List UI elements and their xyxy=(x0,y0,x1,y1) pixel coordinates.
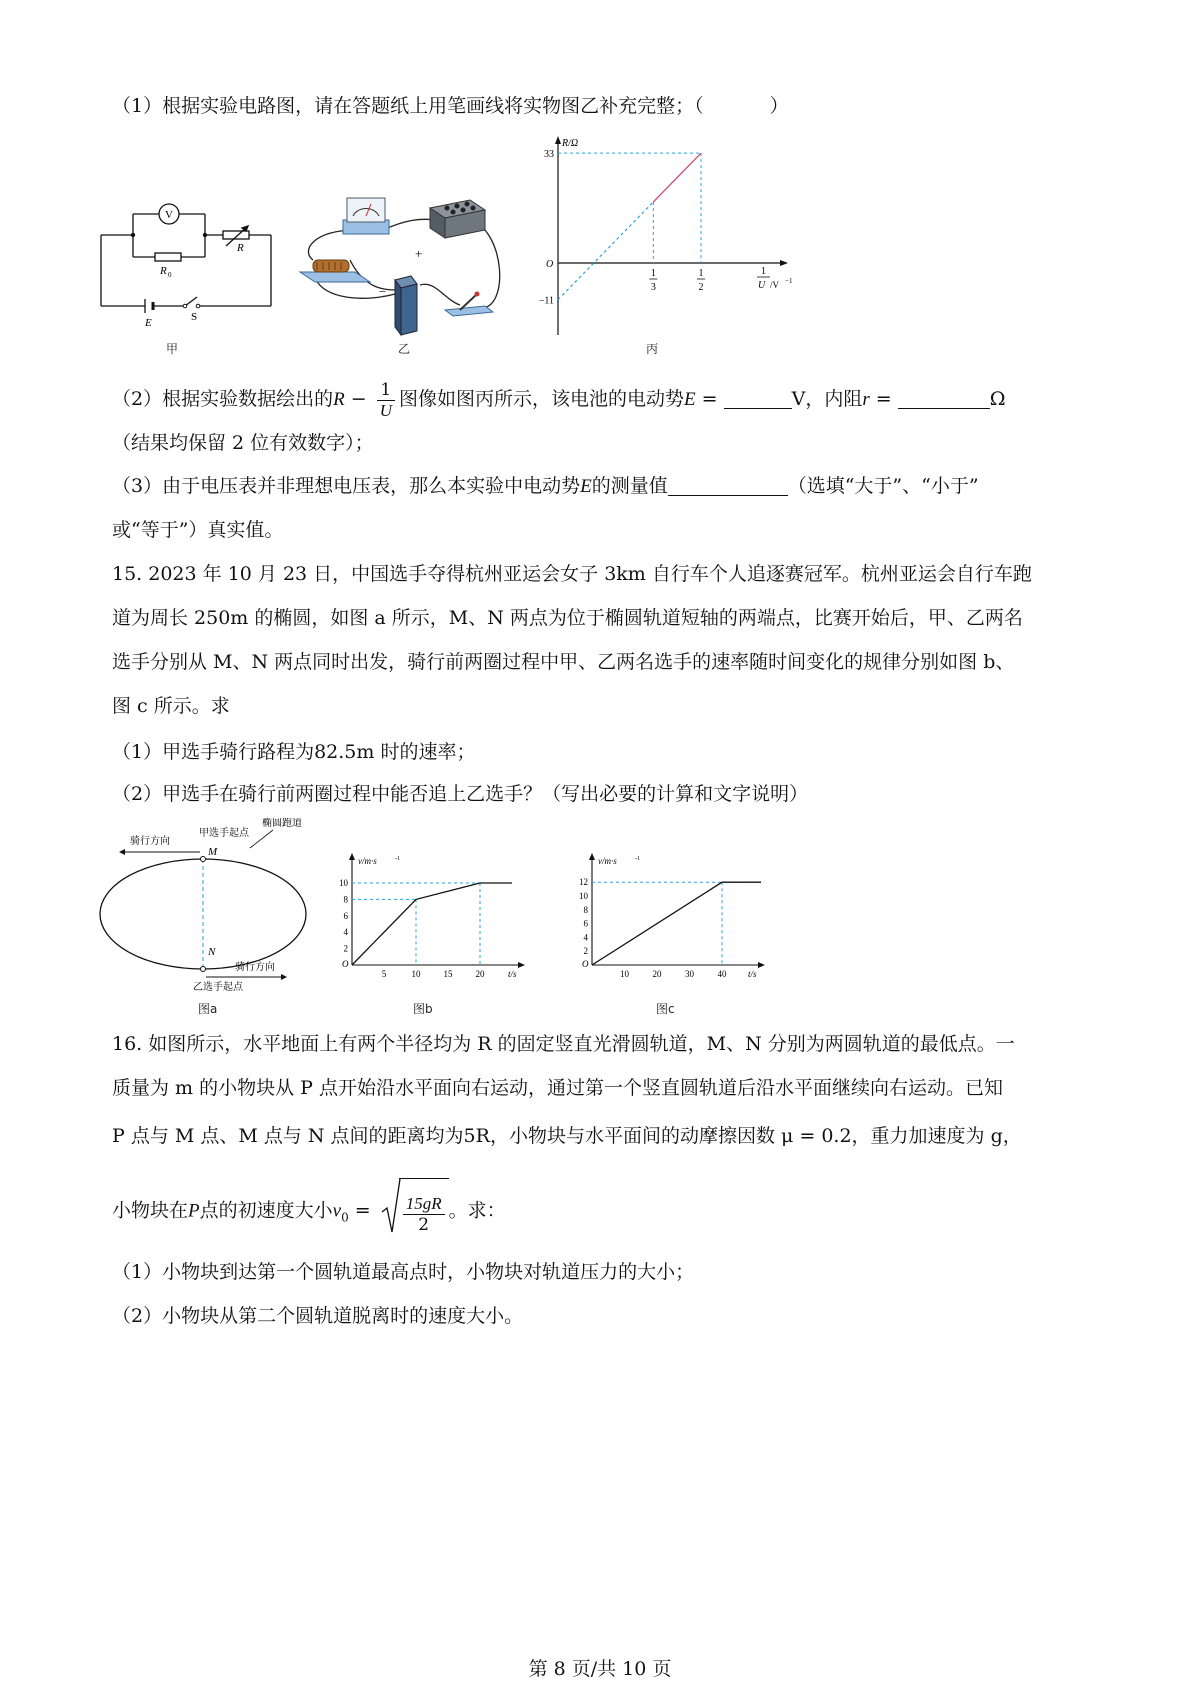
caption-a: 图a xyxy=(198,1002,218,1016)
x-axis-label-num: 1 xyxy=(761,266,766,277)
q14-part3: （3）由于电压表并非理想电压表，那么本实验中电动势E的测量值 （选填“大于”、“小于” xyxy=(112,475,979,497)
x-tick-label: 20 xyxy=(652,969,662,979)
x-axis-label: t/s xyxy=(748,969,757,979)
initial-speed-root: $\frac{15gR}{2}$ xyxy=(381,1178,449,1245)
x-tick-label: 5 xyxy=(381,969,387,979)
y-tick-label: 6 xyxy=(583,918,588,929)
y-tick-label: 33 xyxy=(544,149,554,161)
x-axis-arrow xyxy=(518,962,525,968)
caption-c: 图c xyxy=(656,1002,675,1016)
q15-part2: （2）甲选手在骑行前两圈过程中能否追上乙选手？（写出必要的计算和文字说明） xyxy=(112,783,809,805)
x-axis-label-unit: /V xyxy=(770,280,779,290)
direction-label-top: 骑行方向 xyxy=(130,836,170,847)
y-axis-label: v/m·s xyxy=(598,856,617,866)
x-tick-label: 10 xyxy=(620,969,629,979)
caption-b: 图b xyxy=(413,1002,433,1016)
y-tick-label: 8 xyxy=(583,904,588,915)
resistance-answer-blank[interactable] xyxy=(898,388,990,409)
y-tick-label: 6 xyxy=(343,910,348,921)
r0-sub: 0 xyxy=(168,271,172,279)
y-axis-arrow xyxy=(555,136,561,144)
origin-label: O xyxy=(546,259,554,270)
emf-answer-blank[interactable] xyxy=(724,388,792,409)
direction-label-bottom: 骑行方向 xyxy=(235,962,275,973)
y-axis-arrow xyxy=(589,853,595,860)
x-tick-label: 20 xyxy=(475,969,485,979)
chart-speed-time-b xyxy=(330,850,530,990)
y-tick-label: 8 xyxy=(343,894,348,905)
r0-label: R xyxy=(160,265,167,277)
q15-line3: 选手分别从 M、N 两点同时出发，骑行前两圈过程中甲、乙两名选手的速率随时间变化的规律分别如图 b、 xyxy=(112,651,1015,673)
x-tick-label: 30 xyxy=(685,969,694,979)
switch-label: S xyxy=(191,311,198,323)
y-axis-label: R/Ω xyxy=(562,138,579,149)
q16-line3: P 点与 M 点、M 点与 N 点间的距离均为5R，小物块与水平面间的动摩擦因数 μ = 0.2，重力加速度为 g， xyxy=(112,1125,1022,1147)
y-tick-label: 4 xyxy=(343,927,348,938)
q15-line4: 图 c 所示。求 xyxy=(112,695,230,717)
voltmeter-label: V xyxy=(165,209,173,221)
chart-speed-time-c xyxy=(570,850,770,990)
caption-bing: 丙 xyxy=(646,342,659,356)
page-footer: 第 8 页/共 10 页 xyxy=(528,1658,672,1680)
caption-yi: 乙 xyxy=(398,342,411,356)
q16-part1: （1）小物块到达第一个圆轨道最高点时，小物块对轨道压力的大小； xyxy=(112,1261,695,1283)
y-tick-label: 10 xyxy=(579,891,588,901)
x-axis-label: t/s xyxy=(508,969,517,979)
one-over-u-fraction: $\frac{1}{U}$ xyxy=(377,380,395,421)
x-axis-arrow xyxy=(780,260,788,266)
x-tick-label: 15 xyxy=(443,969,453,979)
series-line-dashed xyxy=(558,202,653,300)
y-tick-label: 12 xyxy=(579,877,588,888)
y-tick-label: −11 xyxy=(538,295,554,307)
y-tick-label: 10 xyxy=(339,878,348,888)
battery-plus-label: + xyxy=(415,246,423,261)
x-axis-label-den: U xyxy=(758,280,766,291)
q16-line1: 16. 如图所示，水平地面上有两个半径均为 R 的固定竖直光滑圆轨道，M、N 分别为两圆轨道的最低点。一 xyxy=(112,1033,1015,1055)
start-label-yi: 乙选手起点 xyxy=(193,982,243,993)
q14-part1: （1）根据实验电路图，请在答题纸上用笔画线将实物图乙补充完整；（ ） xyxy=(112,95,789,117)
circuit-diagram-jia xyxy=(95,200,285,330)
q14-part2: （2）根据实验数据绘出的R − $\frac{1}{U}$ 图像如图丙所示，该电池的电动势E = V，内阻r = Ω xyxy=(112,379,1006,420)
y-axis-label: v/m·s xyxy=(358,856,377,866)
track-label: 椭圆跑道 xyxy=(262,818,302,829)
y-axis-arrow xyxy=(349,853,355,860)
x-tick-num: 1 xyxy=(650,268,656,279)
q15-part1: （1）甲选手骑行路程为82.5m 时的速率； xyxy=(112,741,476,763)
x-tick-den: 3 xyxy=(650,282,656,293)
emf-label: E xyxy=(145,317,152,329)
origin-label: O xyxy=(582,959,589,969)
y-tick-label: 4 xyxy=(583,932,588,943)
y-tick-label: 2 xyxy=(583,946,588,957)
x-axis-label-sup: −1 xyxy=(785,277,793,285)
speed-series-line xyxy=(352,883,512,965)
y-axis-label-sup: -1 xyxy=(635,856,640,862)
comparison-answer-blank[interactable] xyxy=(668,475,788,496)
origin-label: O xyxy=(342,959,349,969)
x-tick-den: 2 xyxy=(698,282,704,293)
q15-line2: 道为周长 250m 的椭圆，如图 a 所示，M、N 两点为位于椭圆轨道短轴的两端点，比赛开始后，甲、乙两名 xyxy=(112,607,1023,629)
x-tick-num: 1 xyxy=(698,268,704,279)
battery-minus-label: − xyxy=(379,284,387,299)
q14-part3-cont: 或“等于”）真实值。 xyxy=(112,519,284,541)
y-axis-label-sup: -1 xyxy=(395,856,400,862)
q16-line4: 小物块在P点的初速度大小$v_0$ = $\frac{15gR}{2}$ 。求： xyxy=(112,1178,506,1242)
start-label-jia: 甲选手起点 xyxy=(199,828,249,839)
q16-line2: 质量为 m 的小物块从 P 点开始沿水平面向右运动，通过第一个竖直圆轨道后沿水平面继续向右运动。已知 xyxy=(112,1077,1003,1099)
chart-r-vs-1-over-u xyxy=(530,130,800,345)
x-tick-label: 40 xyxy=(717,969,727,979)
x-tick-label: 10 xyxy=(411,969,421,979)
speed-series-line xyxy=(592,882,761,965)
q15-line1: 15. 2023 年 10 月 23 日，中国选手夺得杭州亚运会女子 3km 自行车个人追逐赛冠军。杭州亚运会自行车跑 xyxy=(112,563,1032,585)
y-tick-label: 2 xyxy=(343,943,348,954)
caption-jia: 甲 xyxy=(166,342,179,356)
q16-part2: （2）小物块从第二个圆轨道脱离时的速度大小。 xyxy=(112,1305,524,1327)
point-n-label: N xyxy=(208,946,216,958)
q14-part2-note: （结果均保留 2 位有效数字）； xyxy=(112,432,374,454)
track-diagram-a xyxy=(95,818,310,993)
apparatus-yi xyxy=(295,190,510,340)
rheostat-label: R xyxy=(237,242,244,254)
x-axis-arrow xyxy=(758,962,765,968)
series-line-solid xyxy=(653,153,701,202)
point-m-label: M xyxy=(208,846,218,858)
